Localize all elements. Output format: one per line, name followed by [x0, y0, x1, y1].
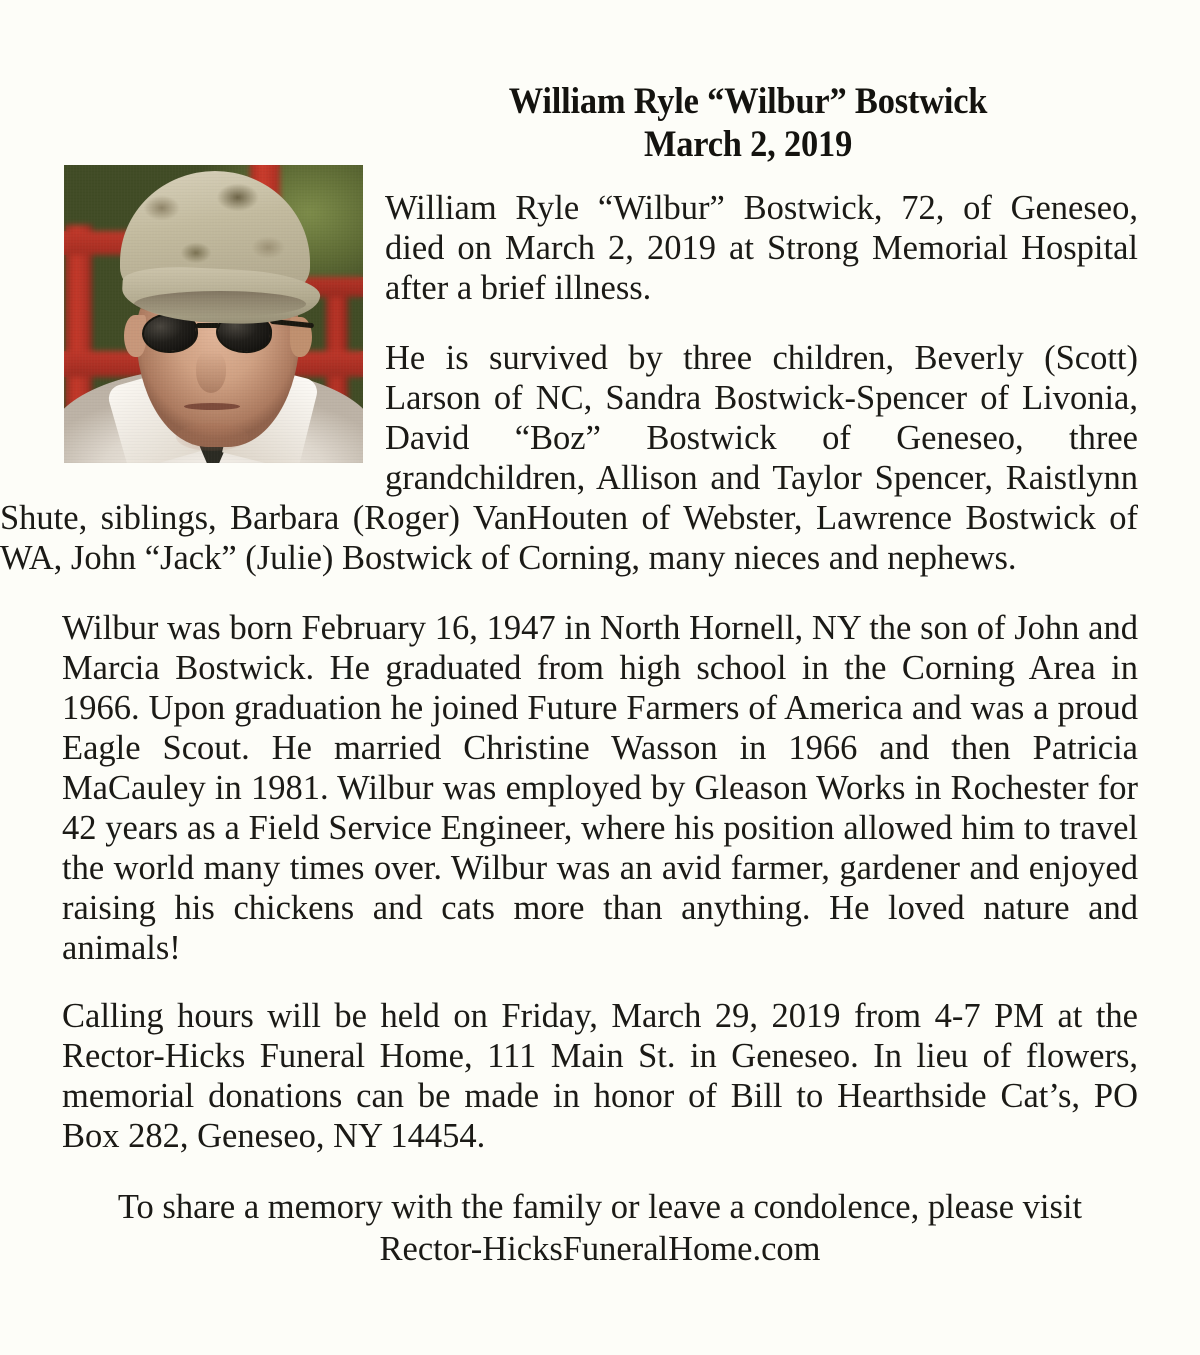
paragraph-services-and-donations: Calling hours will be held on Friday, March 29, 2019 from 4-7 PM at the Rector-Hicks Funeral Home, 111 Main St. in Geneseo. In lieu of flowers, memorial donations can be made in honor of Bill to Hearthside Cat’s, PO Box 282, Geneseo, NY 14454.	[62, 997, 1138, 1155]
photo-cap-shadow	[134, 291, 306, 317]
deceased-portrait-photo	[64, 165, 363, 463]
obituary-header	[0, 80, 1138, 166]
photo-nose	[196, 351, 226, 393]
photo-chin	[176, 423, 248, 451]
obituary-page	[0, 80, 1200, 1355]
deceased-name: William Ryle “Wilbur” Bostwick	[508, 81, 988, 122]
paragraph-intro: William Ryle “Wilbur” Bostwick, 72, of Geneseo, died on March 2, 2019 at Strong Memorial Hospital after a brief illness.	[385, 189, 1138, 307]
paragraph-survivors: He is survived by three children, Beverly (Scott) Larson of NC, Sandra Bostwick-Spencer of Livonia, David “Boz” Bostwick of Geneseo, three grandchildren, Allison and Taylor Spencer, Raistlynn Shute, siblings, Barbara (Roger) VanHouten of Webster, Lawrence Bostwick of WA, John “Jack” (Julie) Bostwick of Corning, many nieces and nephews.	[0, 339, 1138, 577]
sunglasses-bridge-icon	[196, 323, 220, 328]
closing-invitation-text: To share a memory with the family or leave a condolence, please visit	[117, 1188, 1083, 1226]
paragraph-closing	[62, 1186, 1138, 1270]
photo-mouth	[184, 403, 240, 410]
death-date: March 2, 2019	[643, 124, 853, 165]
paragraph-life-story: Wilbur was born February 16, 1947 in North Hornell, NY the son of John and Marcia Bostwick. He graduated from high school in the Corning Area in 1966. Upon graduation he joined Future Farmers of America and was a proud Eagle Scout. He married Christine Wasson in 1966 and then Patricia MaCauley in 1981. Wilbur was employed by Gleason Works in Rochester for 42 years as a Field Service Engineer, where his position allowed him to travel the world many times over. Wilbur was an avid farmer, gardener and enjoyed raising his chickens and cats more than anything. He loved nature and animals!	[62, 609, 1138, 967]
funeral-home-website[interactable]: Rector-HicksFuneralHome.com	[379, 1230, 821, 1268]
